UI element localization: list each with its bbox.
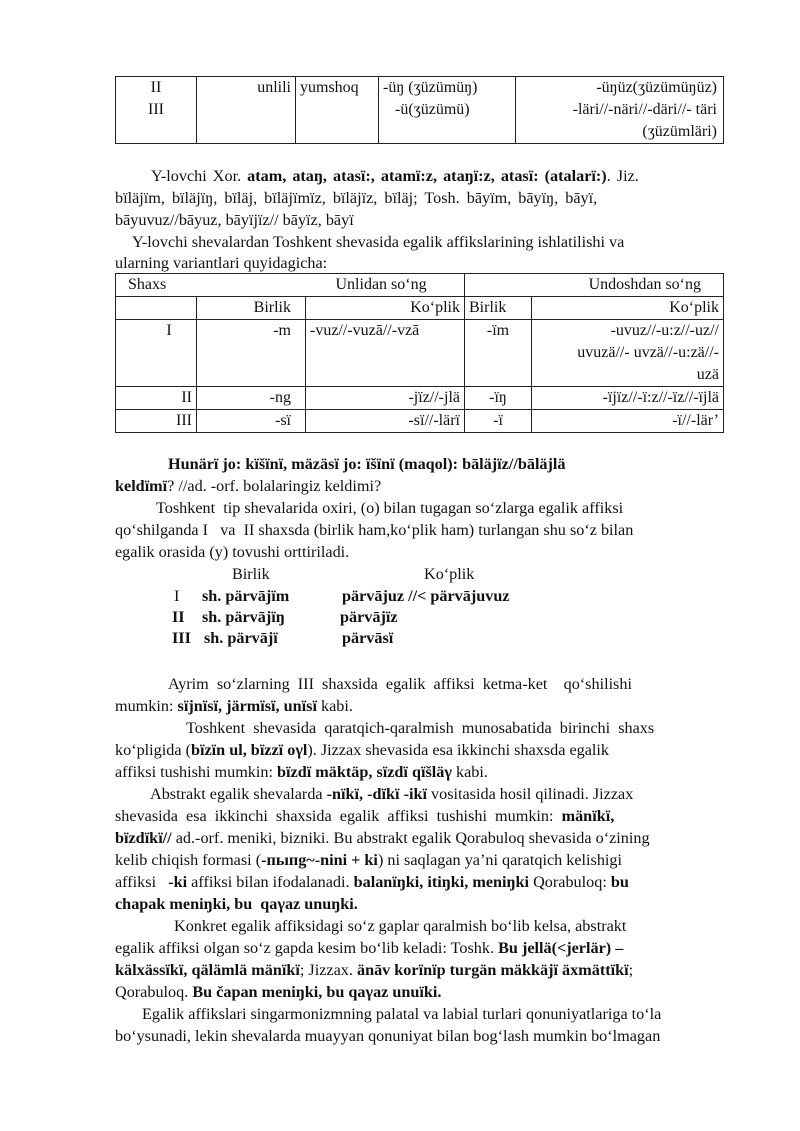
top-cell-line: -ü(ʒüzümü): [395, 101, 470, 118]
top-cell-soft: [296, 77, 379, 144]
cell-person: [116, 410, 197, 433]
cell-text: -ïm: [486, 322, 510, 339]
p7-line4: [115, 981, 441, 1003]
text: bāyuvuz//bāyuz, bāyïjïz// bāyïz, bāyï: [115, 211, 354, 229]
cell-cons-sg: [465, 410, 532, 433]
cell-text: -ï//-lär’: [672, 412, 719, 429]
text-bold: -пьıпg~-nini + ki: [261, 851, 378, 869]
text: . Jiz.: [606, 167, 639, 185]
cell-text: -jïz//-jlä: [408, 389, 460, 406]
cell-text: -ïŋ: [489, 389, 507, 406]
p3-line2: [115, 519, 633, 541]
top-cell-text: unlili: [257, 79, 291, 96]
cell-vowel-pl: [306, 387, 465, 410]
empty-cell: [116, 297, 197, 320]
text: ko‘pligida (: [115, 741, 191, 759]
text: ) ni saqlagan ya’ni qaratqich kelishigi: [377, 851, 623, 869]
text: Konkret egalik affiksidagi so‘z gaplar qaralmish bo‘lib kelsa, abstrakt: [174, 917, 627, 935]
text-bold: pärvāsï: [342, 629, 394, 647]
subheader-birlik: [197, 297, 306, 320]
cell-text: -vuz//-vuzā//-vzā: [310, 322, 420, 339]
para-pl-3: [342, 627, 393, 649]
cell-vowel-pl: [306, 320, 465, 387]
text: affiksi: [115, 873, 169, 891]
subheader-koplik: [306, 297, 465, 320]
p5-line1: [186, 717, 654, 739]
text-bold: atam, ataŋ, atasï:, atamï:z, ataŋï:z, atasï: (atalarï:): [247, 167, 607, 185]
text: Ayrim so‘zlarning III shaxsida egalik affiksi ketma-ket qo‘shilishi: [168, 675, 632, 693]
text-bold: bïzïn ul, bïzzï oγl: [190, 741, 308, 759]
top-table: [115, 76, 724, 144]
text: Egalik affikslari singarmonizmning palatal va labial turlari qonuniyatlariga to‘la: [142, 1005, 662, 1023]
cell-text: -sï//-lärï: [408, 412, 460, 429]
proverb-line1: [168, 453, 566, 475]
p6-line3: [115, 827, 650, 849]
cell-text: I: [166, 322, 172, 339]
text-bold: sh. pärvājïm: [202, 587, 290, 605]
text: qo‘shilganda I va II shaxsda (birlik ham,ko‘plik ham) turlangan shu so‘z bilan: [115, 521, 634, 539]
text: Abstrakt egalik shevalarda: [150, 785, 327, 803]
text-bold: chapak meniŋki, bu qaγaz unuŋki.: [115, 895, 358, 913]
text-bold: Hunärï jo: kïšïnï, mäzäsï jo: ïšïnï (maqol): bāläjïz//bāläjlä: [168, 455, 566, 473]
text-bold: Bu čapan meniŋki, bu qaγaz unuïki.: [192, 983, 442, 1001]
table-row: [116, 387, 724, 410]
header-text: Shaxs: [128, 276, 167, 293]
text: kabi.: [451, 763, 488, 781]
p7-line3: [115, 959, 633, 981]
table-row: [116, 320, 724, 387]
text-bold: bïzdïkï//: [115, 829, 172, 847]
header-text: Ko‘plik: [410, 299, 460, 316]
cell-cons-pl: [532, 387, 724, 410]
text: ;: [628, 961, 634, 979]
cell-text: III: [176, 412, 192, 429]
cell-text: -ï: [493, 412, 503, 429]
text: mumkin:: [115, 697, 178, 715]
cell-cons-sg: [465, 320, 532, 387]
p6-line6: [115, 893, 358, 915]
top-cell-line: (ʒüzümläri): [642, 123, 717, 140]
text: shevasida esa ikkinchi shaxsida egalik affiksi tushishi mumkin:: [115, 807, 562, 825]
text: Birlik: [232, 565, 270, 583]
text-bold: sh. pärvājï: [204, 629, 278, 647]
header-text: Undoshdan so‘ng: [588, 276, 701, 293]
top-cell-line: -üŋüz(ʒüzümüŋüz): [596, 79, 717, 96]
p5-line2: [115, 739, 609, 761]
text-bold: mänïkï,: [561, 807, 615, 825]
text-bold: sh. pärvājïŋ: [202, 608, 285, 626]
p1-line2: [115, 187, 597, 209]
text: vositasida hosil qilinadi. Jizzax: [426, 785, 634, 803]
top-cell-line: -läri//-näri//-däri//- täri: [572, 101, 717, 118]
p2-line1: [132, 231, 624, 253]
p3-line1: [156, 497, 623, 519]
para-pl-2: [340, 606, 398, 628]
p6-line5: [115, 871, 629, 893]
p4-line2: [115, 695, 353, 717]
para-row-3: [172, 627, 191, 649]
text-bold: pärvājuz //< pärvājuvuz: [342, 587, 510, 605]
para-header-birlik: [232, 563, 270, 585]
top-cell-person: [116, 77, 197, 144]
p1-line1: [151, 165, 639, 187]
text: bo‘ysunadi, lekin shevalarda muayyan qonuniyat bilan bog‘lash mumkin bo‘lmagan: [115, 1027, 661, 1045]
subheader-koplik-2: [532, 297, 724, 320]
text: bïläjïm, bïläjïŋ, bïläj, bïläjïmïz, bïläjïz, bïläj; Tosh. bāyïm, bāyïŋ, bāyï,: [115, 189, 598, 207]
affix-table: [115, 273, 724, 433]
cell-line: uzä: [696, 366, 719, 383]
cell-vowel-sg: [197, 320, 306, 387]
text-bold: II: [172, 608, 185, 626]
cell-person: [116, 320, 197, 387]
header-text: Unlidan so‘ng: [335, 276, 427, 293]
header-text: Birlik: [469, 299, 507, 316]
top-cell-vowel: [197, 77, 296, 144]
text: Toshkent shevasida qaratqich-qaralmish munosabatida birinchi shaxs: [186, 719, 655, 737]
para-row-2: [172, 606, 185, 628]
p7-line2: [115, 937, 623, 959]
cell-person: [116, 387, 197, 410]
p3-line3: [115, 541, 349, 563]
p7-line1: [174, 915, 626, 937]
cell-text: -ïjïz//-ï:z//-ïz//-ïjlä: [602, 389, 719, 406]
cell-vowel-pl: [306, 410, 465, 433]
header-unli: [306, 274, 465, 297]
text-bold: pärvājïz: [340, 608, 398, 626]
para-row-1: [174, 585, 179, 607]
cell-cons-sg: [465, 387, 532, 410]
top-cell-plural: [516, 77, 724, 144]
text: Qorabuloq.: [115, 983, 193, 1001]
text: Y-lovchi shevalardan Toshkent shevasida egalik affikslarining ishlatilishi va: [132, 233, 625, 251]
table-row: [116, 410, 724, 433]
p2-line2: [115, 252, 327, 274]
cell-line: uvuzä//- uvzä//-u:zä//-: [577, 344, 719, 361]
text-bold: -nïkï, -dïkï -ikï: [326, 785, 427, 803]
cell-vowel-sg: [197, 387, 306, 410]
p6-line4: [115, 849, 622, 871]
text-bold: keldïmï: [115, 477, 168, 495]
text: egalik affiksi olgan so‘z gapda kesim bo‘lib keladi: Toshk.: [115, 939, 499, 957]
text: affiksi tushishi mumkin:: [115, 763, 278, 781]
text-bold: sïjnïsï, järmïsï, unïsï: [177, 697, 317, 715]
p6-line1: [150, 783, 633, 805]
p6-line2: [115, 805, 614, 827]
top-cell-line: II: [150, 79, 162, 96]
text: Ko‘plik: [424, 565, 475, 583]
text-bold: Bu jellä(<jerlär) –: [498, 939, 624, 957]
subheader-birlik-2: [465, 297, 532, 320]
header-text: Ko‘plik: [669, 299, 719, 316]
text-bold: änāv korïnïp turgän mäkkäjï äxmättïkï: [356, 961, 629, 979]
cell-line: -uvuz//-u:z//-uz//: [610, 322, 719, 339]
text: ; Jizzax.: [299, 961, 357, 979]
para-sg-1: [202, 585, 289, 607]
cell-cons-pl: [532, 410, 724, 433]
text: I: [174, 587, 180, 605]
text: Qorabuloq:: [529, 873, 611, 891]
text: ularning variantlari quyidagicha:: [115, 254, 328, 272]
header-shaxs: [116, 274, 306, 297]
p1-line3: [115, 209, 354, 231]
para-pl-1: [342, 585, 510, 607]
text: ? //ad. -orf. bolalaringiz keldimi?: [167, 477, 382, 495]
text-bold: balanïŋki, itiŋki, meniŋki: [353, 873, 530, 891]
text: egalik orasida (y) tovushi orttiriladi.: [115, 543, 350, 561]
p5-line3: [115, 761, 488, 783]
top-cell-line: -üŋ (ʒüzümüŋ): [383, 79, 478, 96]
text-bold: bu: [610, 873, 629, 891]
proverb-line2: [115, 475, 381, 497]
top-cell-line: III: [148, 101, 164, 118]
text: Toshkent tip shevalarida oxiri, (o) bilan tugagan so‘zlarga egalik affiksi: [156, 499, 624, 517]
text: ). Jizzax shevasida esa ikkinchi shaxsda egalik: [307, 741, 610, 759]
para-sg-2: [202, 606, 285, 628]
text: ad.-orf. meniki, bizniki. Bu abstrakt egalik Qorabuloq shevasida o‘zining: [171, 829, 650, 847]
cell-text: -ng: [269, 389, 291, 406]
text-bold: III: [172, 629, 191, 647]
top-cell-singular: [379, 77, 516, 144]
text: kelib chiqish formasi (: [115, 851, 262, 869]
text: kabi.: [316, 697, 353, 715]
cell-text: -sï: [275, 412, 291, 429]
para-header-koplik: [424, 563, 474, 585]
header-undosh: [465, 274, 724, 297]
cell-vowel-sg: [197, 410, 306, 433]
text: affiksi bilan ifodalanadi.: [187, 873, 354, 891]
top-cell-text: yumshoq: [300, 79, 359, 96]
header-text: Birlik: [253, 299, 291, 316]
text: Y-lovchi Xor.: [151, 167, 248, 185]
text-bold: bïzdï mäktäp, sïzdï qïšläγ: [277, 763, 452, 781]
p8-line2: [115, 1025, 660, 1047]
p4-line1: [168, 673, 632, 695]
para-sg-3: [204, 627, 278, 649]
cell-text: -m: [273, 322, 291, 339]
text-bold: -ki: [168, 873, 188, 891]
cell-text: II: [181, 389, 192, 406]
text-bold: kälxässïkï, qälämlä mänïkï: [115, 961, 300, 979]
cell-cons-pl: [532, 320, 724, 387]
p8-line1: [142, 1003, 661, 1025]
